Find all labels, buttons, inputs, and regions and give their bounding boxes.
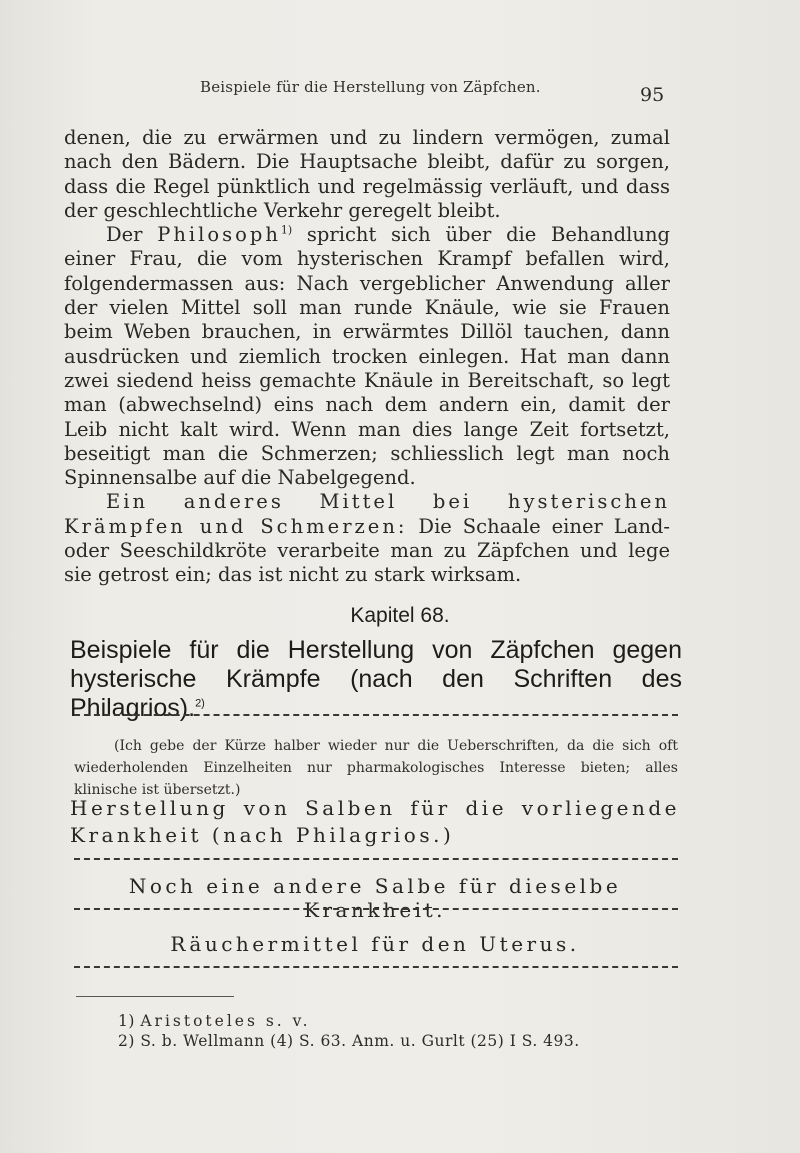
footnote-2 [118, 1032, 580, 1050]
footnote-text: Aristoteles s. v. [140, 1012, 311, 1030]
paragraph-2-lead: Der [106, 223, 158, 247]
dashed-rule [74, 858, 678, 860]
philosoph-name: Philosoph [157, 223, 281, 247]
paragraph-3 [64, 490, 670, 587]
chapter-title [70, 636, 682, 723]
editor-note: (Ich gebe der Kürze halber wieder nur die Ueberschriften, da die sich oft wiederholenden Einzelheiten nur pharmakologisches Interesse bieten; alles klinische ist übersetzt.) [74, 738, 678, 798]
dashed-rule [74, 908, 678, 910]
chapter-title-text: Beispiele für die Herstellung von Zäpfchen gegen hysterische Krämpfe (nach den Schriften des Philagrios). [70, 636, 682, 722]
section-heading-fumigant: Räuchermittel für den Uterus. [170, 932, 580, 956]
footnote-mark: 2) [118, 1032, 135, 1050]
page-number: 95 [640, 84, 665, 106]
footnote-1 [118, 1012, 311, 1030]
footnote-text: S. b. Wellmann (4) S. 63. Anm. u. Gurlt (25) I S. 493. [140, 1032, 580, 1050]
running-header: Beispiele für die Herstellung von Zäpfchen. [200, 78, 541, 96]
remedy-heading: Ein anderes Mittel bei hysterischen Krämpfen und Schmerzen: [64, 490, 670, 538]
section-heading-salves: Herstellung von Salben für die vorliegende Krankheit (nach Philagrios.) [70, 796, 680, 847]
footnote-rule [76, 996, 234, 997]
dashed-rule [74, 966, 678, 968]
paragraph-2-text: spricht sich über die Behandlung einer Frau, die vom hysterischen Krampf befallen wird, folgendermassen aus: Nach vergeblicher Anwendung aller der vielen Mittel soll man runde Knäule, wie sie Frauen beim Weben brauchen, in erwärmtes Dillöl tauchen, dann ausdrücken und ziemlich trocken einlegen. Hat man dann zwei siedend heiss gemachte Knäule in Bereitschaft, so legt man (abwechselnd) eins nach dem andern ein, damit der Leib nicht kalt wird. Wenn man dies lange Zeit fortsetzt, beseitigt man die Schmerzen; schliesslich legt man noch Spinnensalbe auf die Nabelgegend. [64, 223, 670, 490]
footnote-ref-2: 2) [195, 697, 205, 710]
footnote-mark: 1) [118, 1012, 135, 1030]
body-text [64, 126, 670, 588]
paragraph-2 [64, 223, 670, 490]
chapter-label: Kapitel 68. [350, 604, 450, 627]
footnote-ref-1: 1) [280, 223, 293, 237]
paragraph-3-text: Die Schaale einer Land- oder Seeschildkröte verarbeite man zu Zäpfchen und lege sie getrost ein; das ist nicht zu stark wirksam. [64, 514, 670, 587]
section-heading-other-salve: Noch eine andere Salbe für dieselbe Krankheit. [128, 874, 622, 922]
dashed-rule [74, 714, 678, 716]
paragraph-1: denen, die zu erwärmen und zu lindern vermögen, zumal nach den Bädern. Die Hauptsache bleibt, dafür zu sorgen, dass die Regel pünktlich und regelmässig verläuft, und dass der geschlechtliche Verkehr geregelt bleibt. [64, 126, 670, 222]
